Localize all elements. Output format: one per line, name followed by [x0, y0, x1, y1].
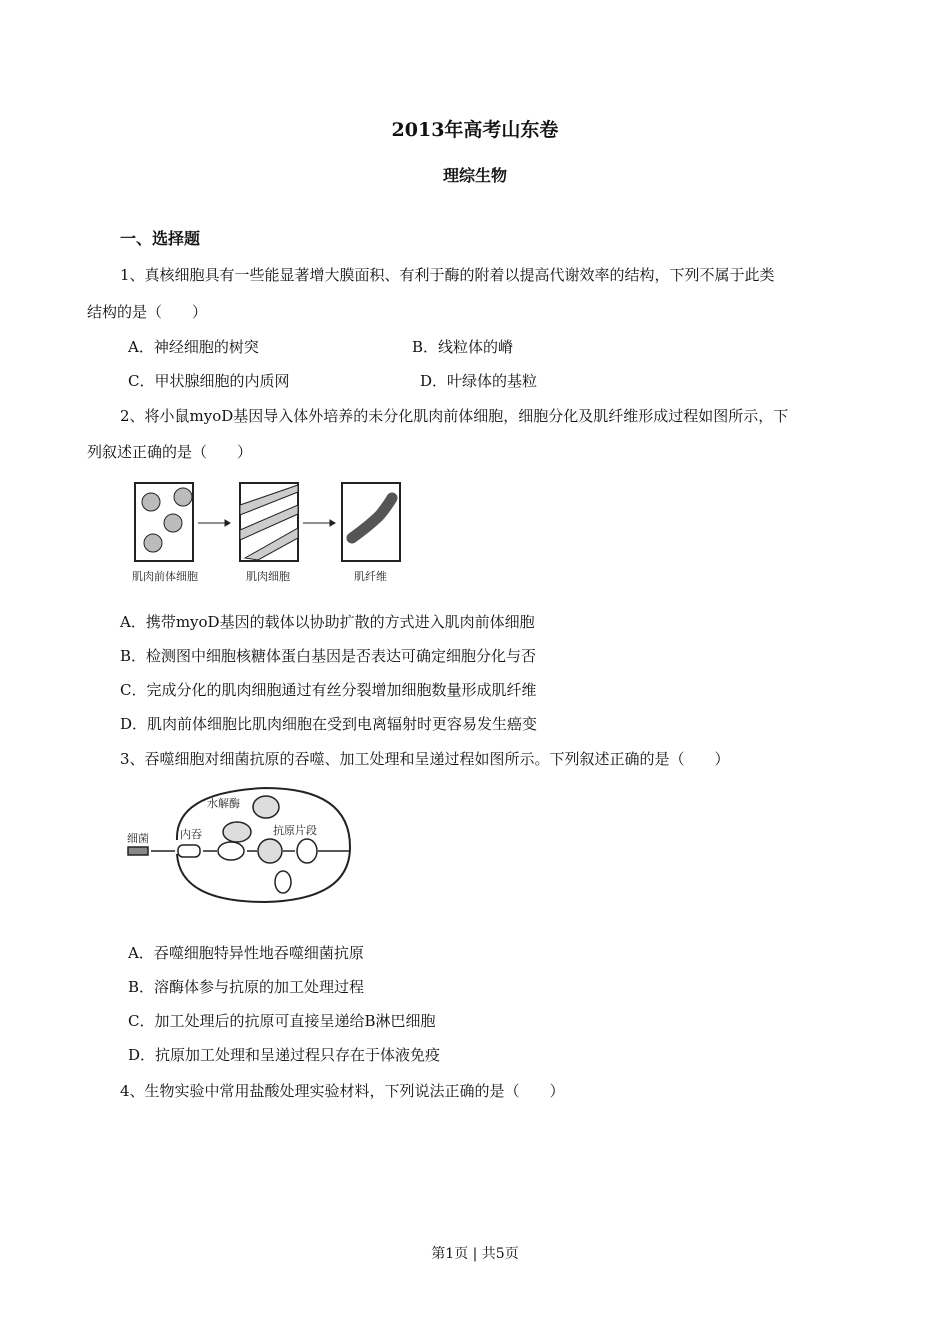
q2-option-b: B．检测图中细胞核糖体蛋白基因是否表达可确定细胞分化与否: [120, 647, 537, 665]
q1-text-cont: 结构的是（ ）: [87, 303, 208, 321]
fig-label-precursor: 肌肉前体细胞: [132, 570, 198, 583]
q4-text: 4、生物实验中常用盐酸处理实验材料，下列说法正确的是（ ）: [120, 1082, 565, 1100]
q2-option-c: C．完成分化的肌肉细胞通过有丝分裂增加细胞数量形成肌纤维: [120, 681, 537, 699]
fig-label-bacteria: 细菌: [127, 832, 149, 845]
fig-label-fiber: 肌纤维: [354, 570, 387, 583]
q2-option-d: D．肌肉前体细胞比肌肉细胞在受到电离辐射时更容易发生癌变: [120, 715, 538, 733]
q1-text: 1、真核细胞具有一些能显著增大膜面积、有利于酶的附着以提高代谢效率的结构，下列不属于此类: [120, 266, 775, 284]
q2-text-cont: 列叙述正确的是（ ）: [87, 443, 253, 461]
page-subtitle: 理综生物: [442, 166, 507, 185]
phagocytosis-figure: [125, 782, 365, 907]
fig-label-endocytosis: 内吞: [180, 828, 202, 841]
q1-option-b: B．线粒体的嵴: [412, 338, 514, 356]
q1-option-d: D．叶绿体的基粒: [420, 372, 538, 390]
q2-text: 2、将小鼠myoD基因导入体外培养的未分化肌肉前体细胞，细胞分化及肌纤维形成过程如图所示，下: [120, 407, 789, 425]
page-footer: 第1页 | 共5页: [431, 1246, 519, 1262]
q2-option-a: A．携带myoD基因的载体以协助扩散的方式进入肌肉前体细胞: [120, 613, 535, 631]
page-title: 2013年高考山东卷: [391, 119, 559, 141]
muscle-differentiation-figure: [130, 480, 410, 585]
q3-option-b: B．溶酶体参与抗原的加工处理过程: [128, 978, 365, 996]
q1-option-a: A．神经细胞的树突: [128, 338, 259, 356]
q3-text: 3、吞噬细胞对细菌抗原的吞噬、加工处理和呈递过程如图所示。下列叙述正确的是（ ）: [120, 750, 730, 768]
fig-label-antigen-fragment: 抗原片段: [273, 824, 317, 837]
fig-label-hydrolase: 水解酶: [207, 797, 240, 810]
fig-label-muscle-cell: 肌肉细胞: [246, 570, 290, 583]
q3-option-c: C．加工处理后的抗原可直接呈递给B淋巴细胞: [128, 1012, 436, 1030]
q1-option-c: C．甲状腺细胞的内质网: [128, 372, 290, 390]
q3-option-d: D．抗原加工处理和呈递过程只存在于体液免疫: [128, 1046, 441, 1064]
section-heading: 一、选择题: [120, 229, 201, 248]
q3-option-a: A．吞噬细胞特异性地吞噬细菌抗原: [128, 944, 364, 962]
